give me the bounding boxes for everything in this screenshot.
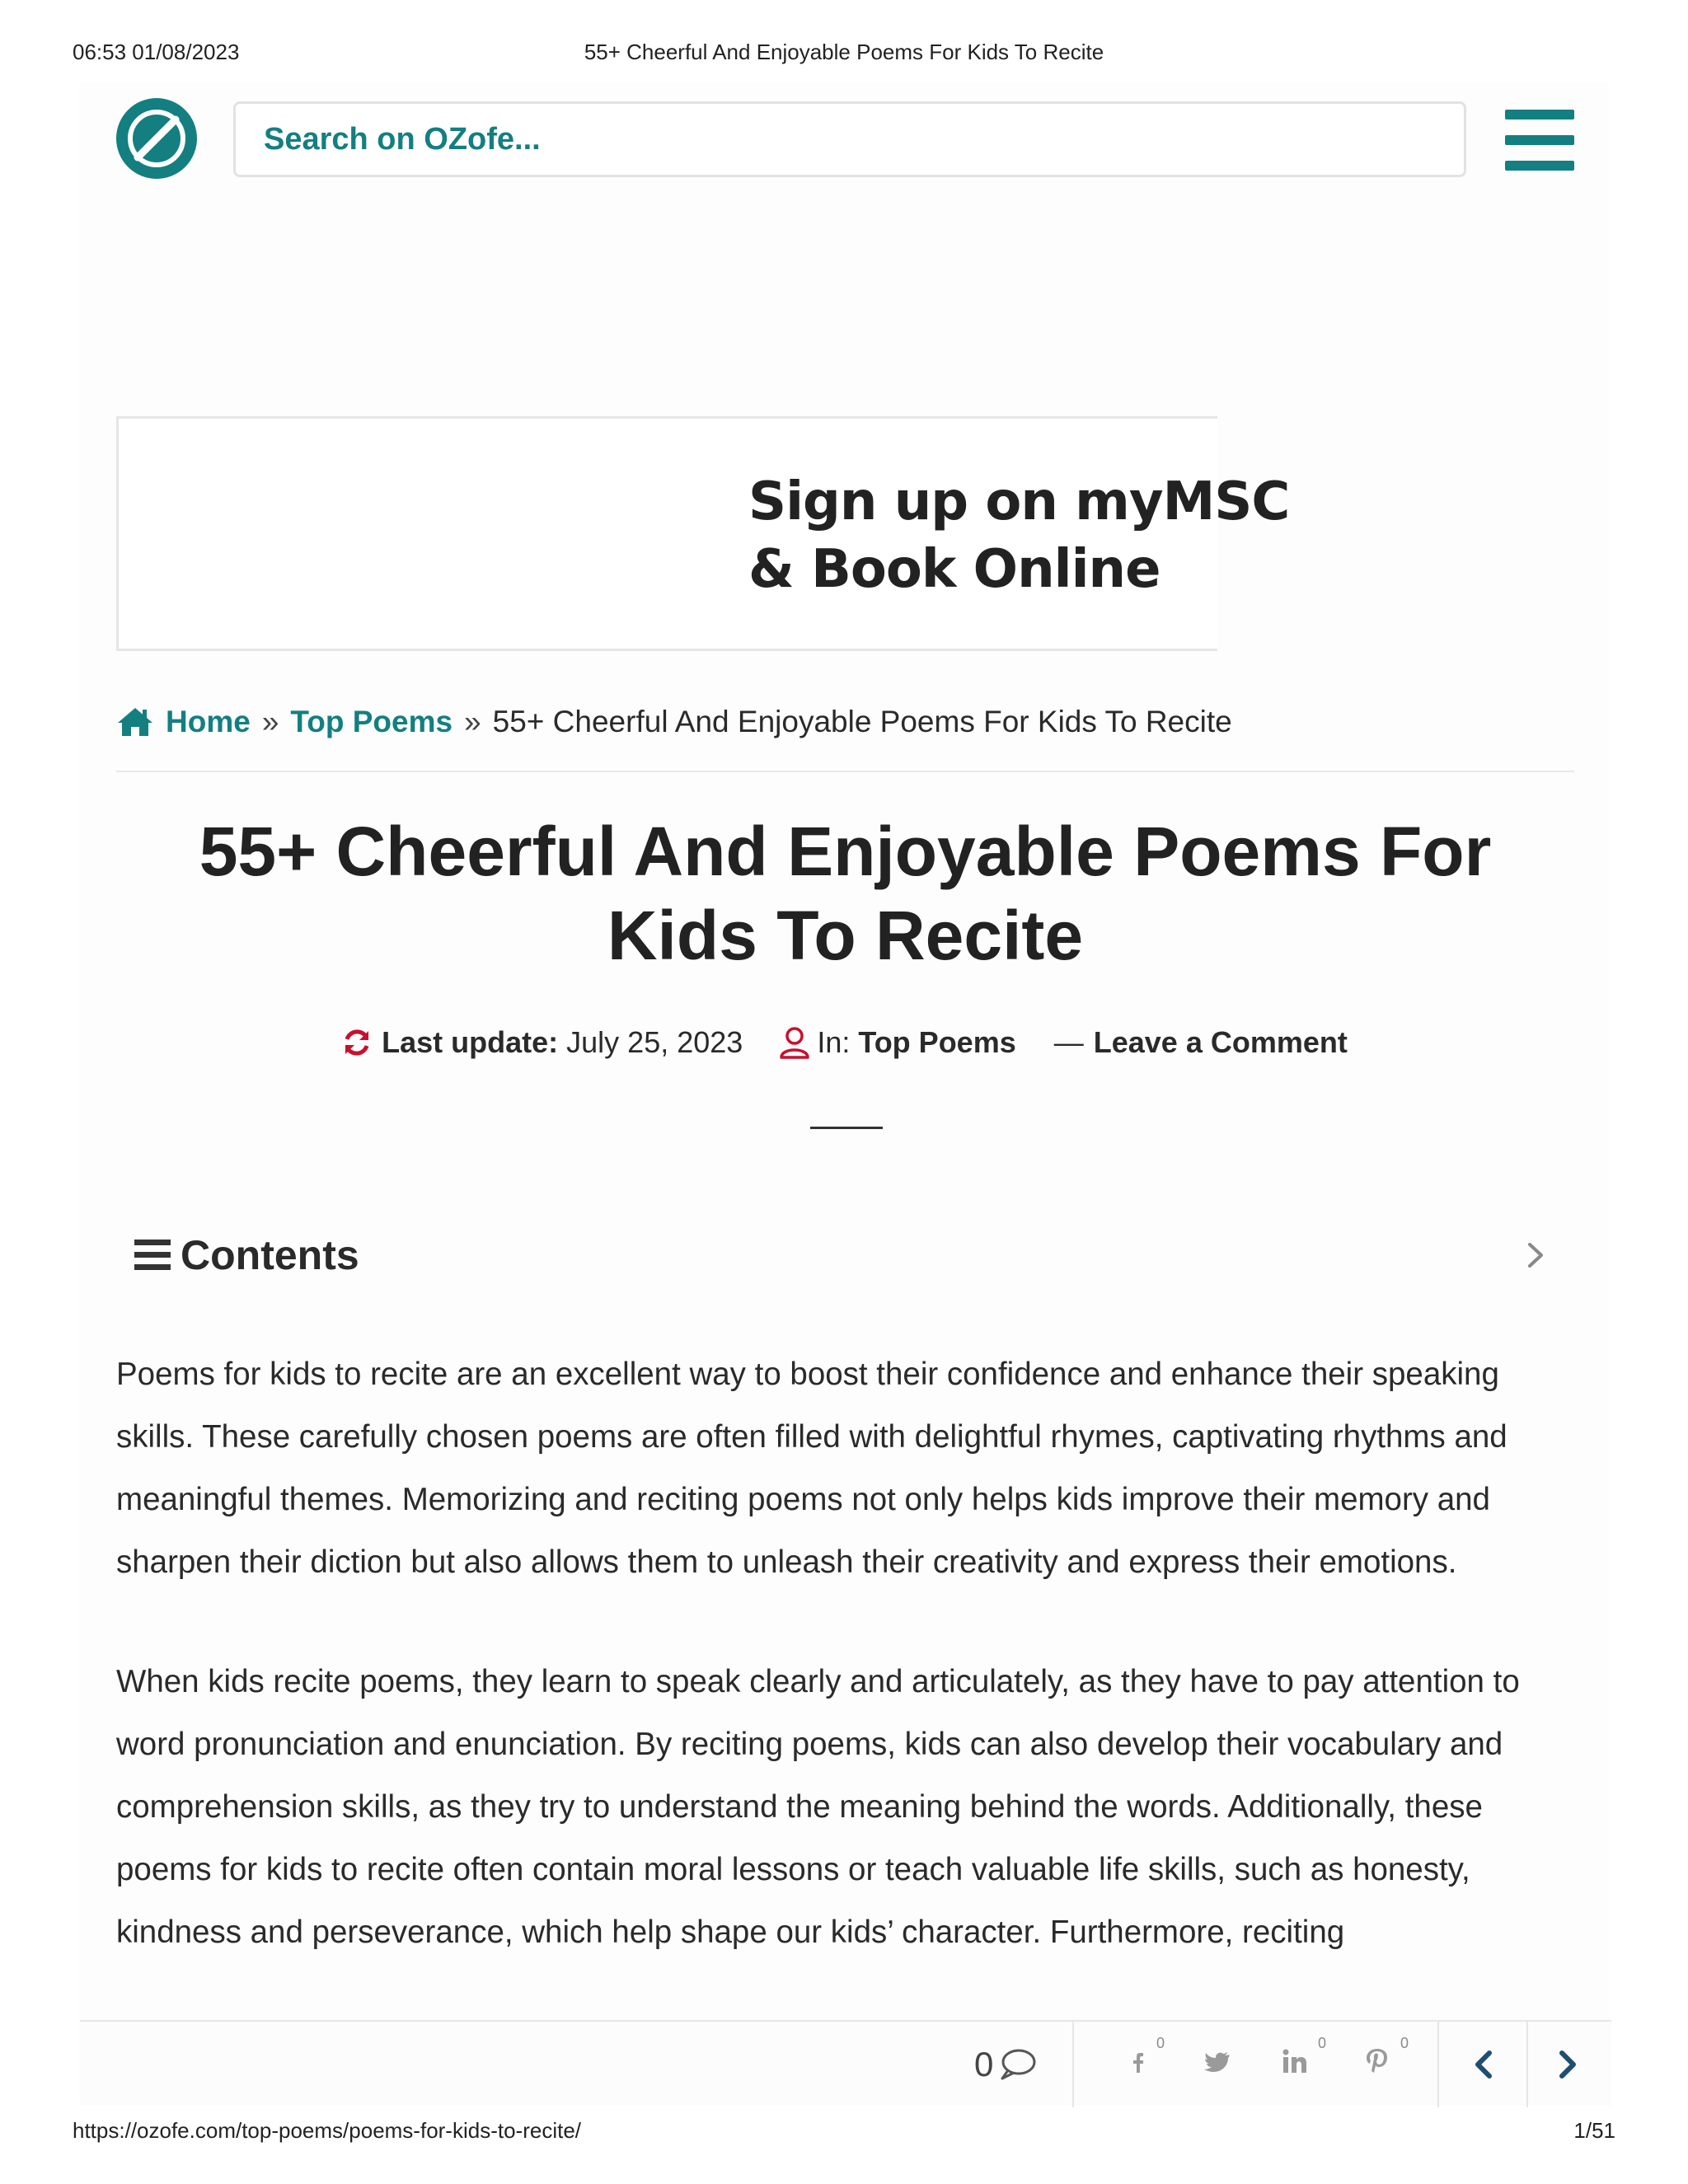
advertisement-banner[interactable] bbox=[116, 416, 1290, 651]
title-divider bbox=[810, 1127, 883, 1129]
breadcrumb-divider bbox=[116, 771, 1574, 772]
chevron-left-icon[interactable] bbox=[1465, 2045, 1504, 2084]
article-body bbox=[116, 1343, 1575, 2021]
comment-dash: — bbox=[1053, 1025, 1084, 1060]
chevron-right-icon[interactable] bbox=[1526, 1241, 1546, 1269]
linkedin-share-count: 0 bbox=[1318, 2035, 1327, 2051]
previous-post-button[interactable] bbox=[1465, 2045, 1504, 2084]
ad-line-1: Sign up on myMSC bbox=[748, 471, 1290, 532]
breadcrumb-home-link[interactable]: Home bbox=[166, 705, 251, 738]
table-of-contents-toggle[interactable] bbox=[116, 1220, 1574, 1289]
print-page-number: 1/51 bbox=[1573, 2118, 1615, 2143]
home-icon[interactable] bbox=[116, 706, 154, 738]
last-update-date: July 25, 2023 bbox=[566, 1025, 743, 1060]
search-box[interactable] bbox=[233, 101, 1466, 177]
breadcrumb-separator: » bbox=[261, 705, 279, 738]
refresh-icon bbox=[340, 1026, 373, 1059]
print-footer bbox=[0, 2118, 1688, 2144]
print-document-title: 55+ Cheerful And Enjoyable Poems For Kids To Recite bbox=[584, 40, 1104, 64]
next-post-button[interactable] bbox=[1547, 2045, 1587, 2084]
ad-headline bbox=[748, 468, 1289, 603]
chevron-right-icon[interactable] bbox=[1547, 2045, 1587, 2084]
toc-label: Contents bbox=[181, 1232, 359, 1278]
breadcrumb bbox=[116, 699, 1232, 745]
share-bar bbox=[80, 2020, 1611, 2106]
comment-count-button[interactable] bbox=[974, 2040, 1036, 2089]
breadcrumb-current: 55+ Cheerful And Enjoyable Poems For Kids To Recite bbox=[492, 705, 1232, 738]
twitter-share-icon[interactable] bbox=[1201, 2045, 1234, 2078]
comment-icon bbox=[998, 2048, 1036, 2081]
ad-line-2: & Book Online bbox=[748, 539, 1160, 600]
user-icon bbox=[779, 1026, 810, 1059]
ozofe-logo-icon[interactable] bbox=[116, 98, 197, 179]
post-meta bbox=[0, 1024, 1688, 1060]
page-title: 55+ Cheerful And Enjoyable Poems For Kids To Recite bbox=[199, 813, 1492, 974]
facebook-share-icon[interactable] bbox=[1123, 2045, 1156, 2078]
linkedin-share-icon[interactable] bbox=[1278, 2045, 1311, 2078]
hamburger-menu-icon[interactable] bbox=[1505, 110, 1574, 171]
paragraph: Poems for kids to recite are an excellent way to boost their confidence and enhance their speaking skills. These carefully chosen poems are often filled with delightful rhymes, captivating rhythms and meaningful themes. Memorizing and reciting poems not only helps kids improve their memory and sharpen their diction but also allows them to unleash their creativity and express their emotions. bbox=[116, 1357, 1507, 1580]
last-update-label: Last update: bbox=[382, 1025, 559, 1060]
print-header bbox=[0, 40, 1688, 68]
breadcrumb-separator: » bbox=[464, 705, 481, 738]
print-timestamp: 06:53 01/08/2023 bbox=[73, 40, 240, 64]
category-label: In: bbox=[817, 1025, 851, 1060]
comment-count: 0 bbox=[974, 2045, 994, 2083]
list-icon bbox=[134, 1240, 171, 1271]
facebook-share-count: 0 bbox=[1156, 2035, 1165, 2051]
leave-comment-link[interactable]: Leave a Comment bbox=[1093, 1025, 1348, 1060]
breadcrumb-category-link[interactable]: Top Poems bbox=[290, 705, 453, 738]
paragraph: When kids recite poems, they learn to speak clearly and articulately, as they have to pay attention to word pronunciation and enunciation. By reciting poems, kids can also develop their vocabulary and comprehension skills, as they try to understand the meaning behind the words. Additionally, these poems for kids to recite often contain moral lessons or teach valuable life skills, such as honesty, kindness and perseverance, which help shape our kids’ character. Furthermore, reciting bbox=[116, 1664, 1520, 1950]
search-input[interactable] bbox=[236, 104, 1464, 175]
pinterest-share-count: 0 bbox=[1400, 2035, 1409, 2051]
print-url: https://ozofe.com/top-poems/poems-for-kids-to-recite/ bbox=[73, 2118, 582, 2143]
pinterest-share-icon[interactable] bbox=[1361, 2045, 1394, 2078]
category-link[interactable]: Top Poems bbox=[858, 1025, 1016, 1060]
